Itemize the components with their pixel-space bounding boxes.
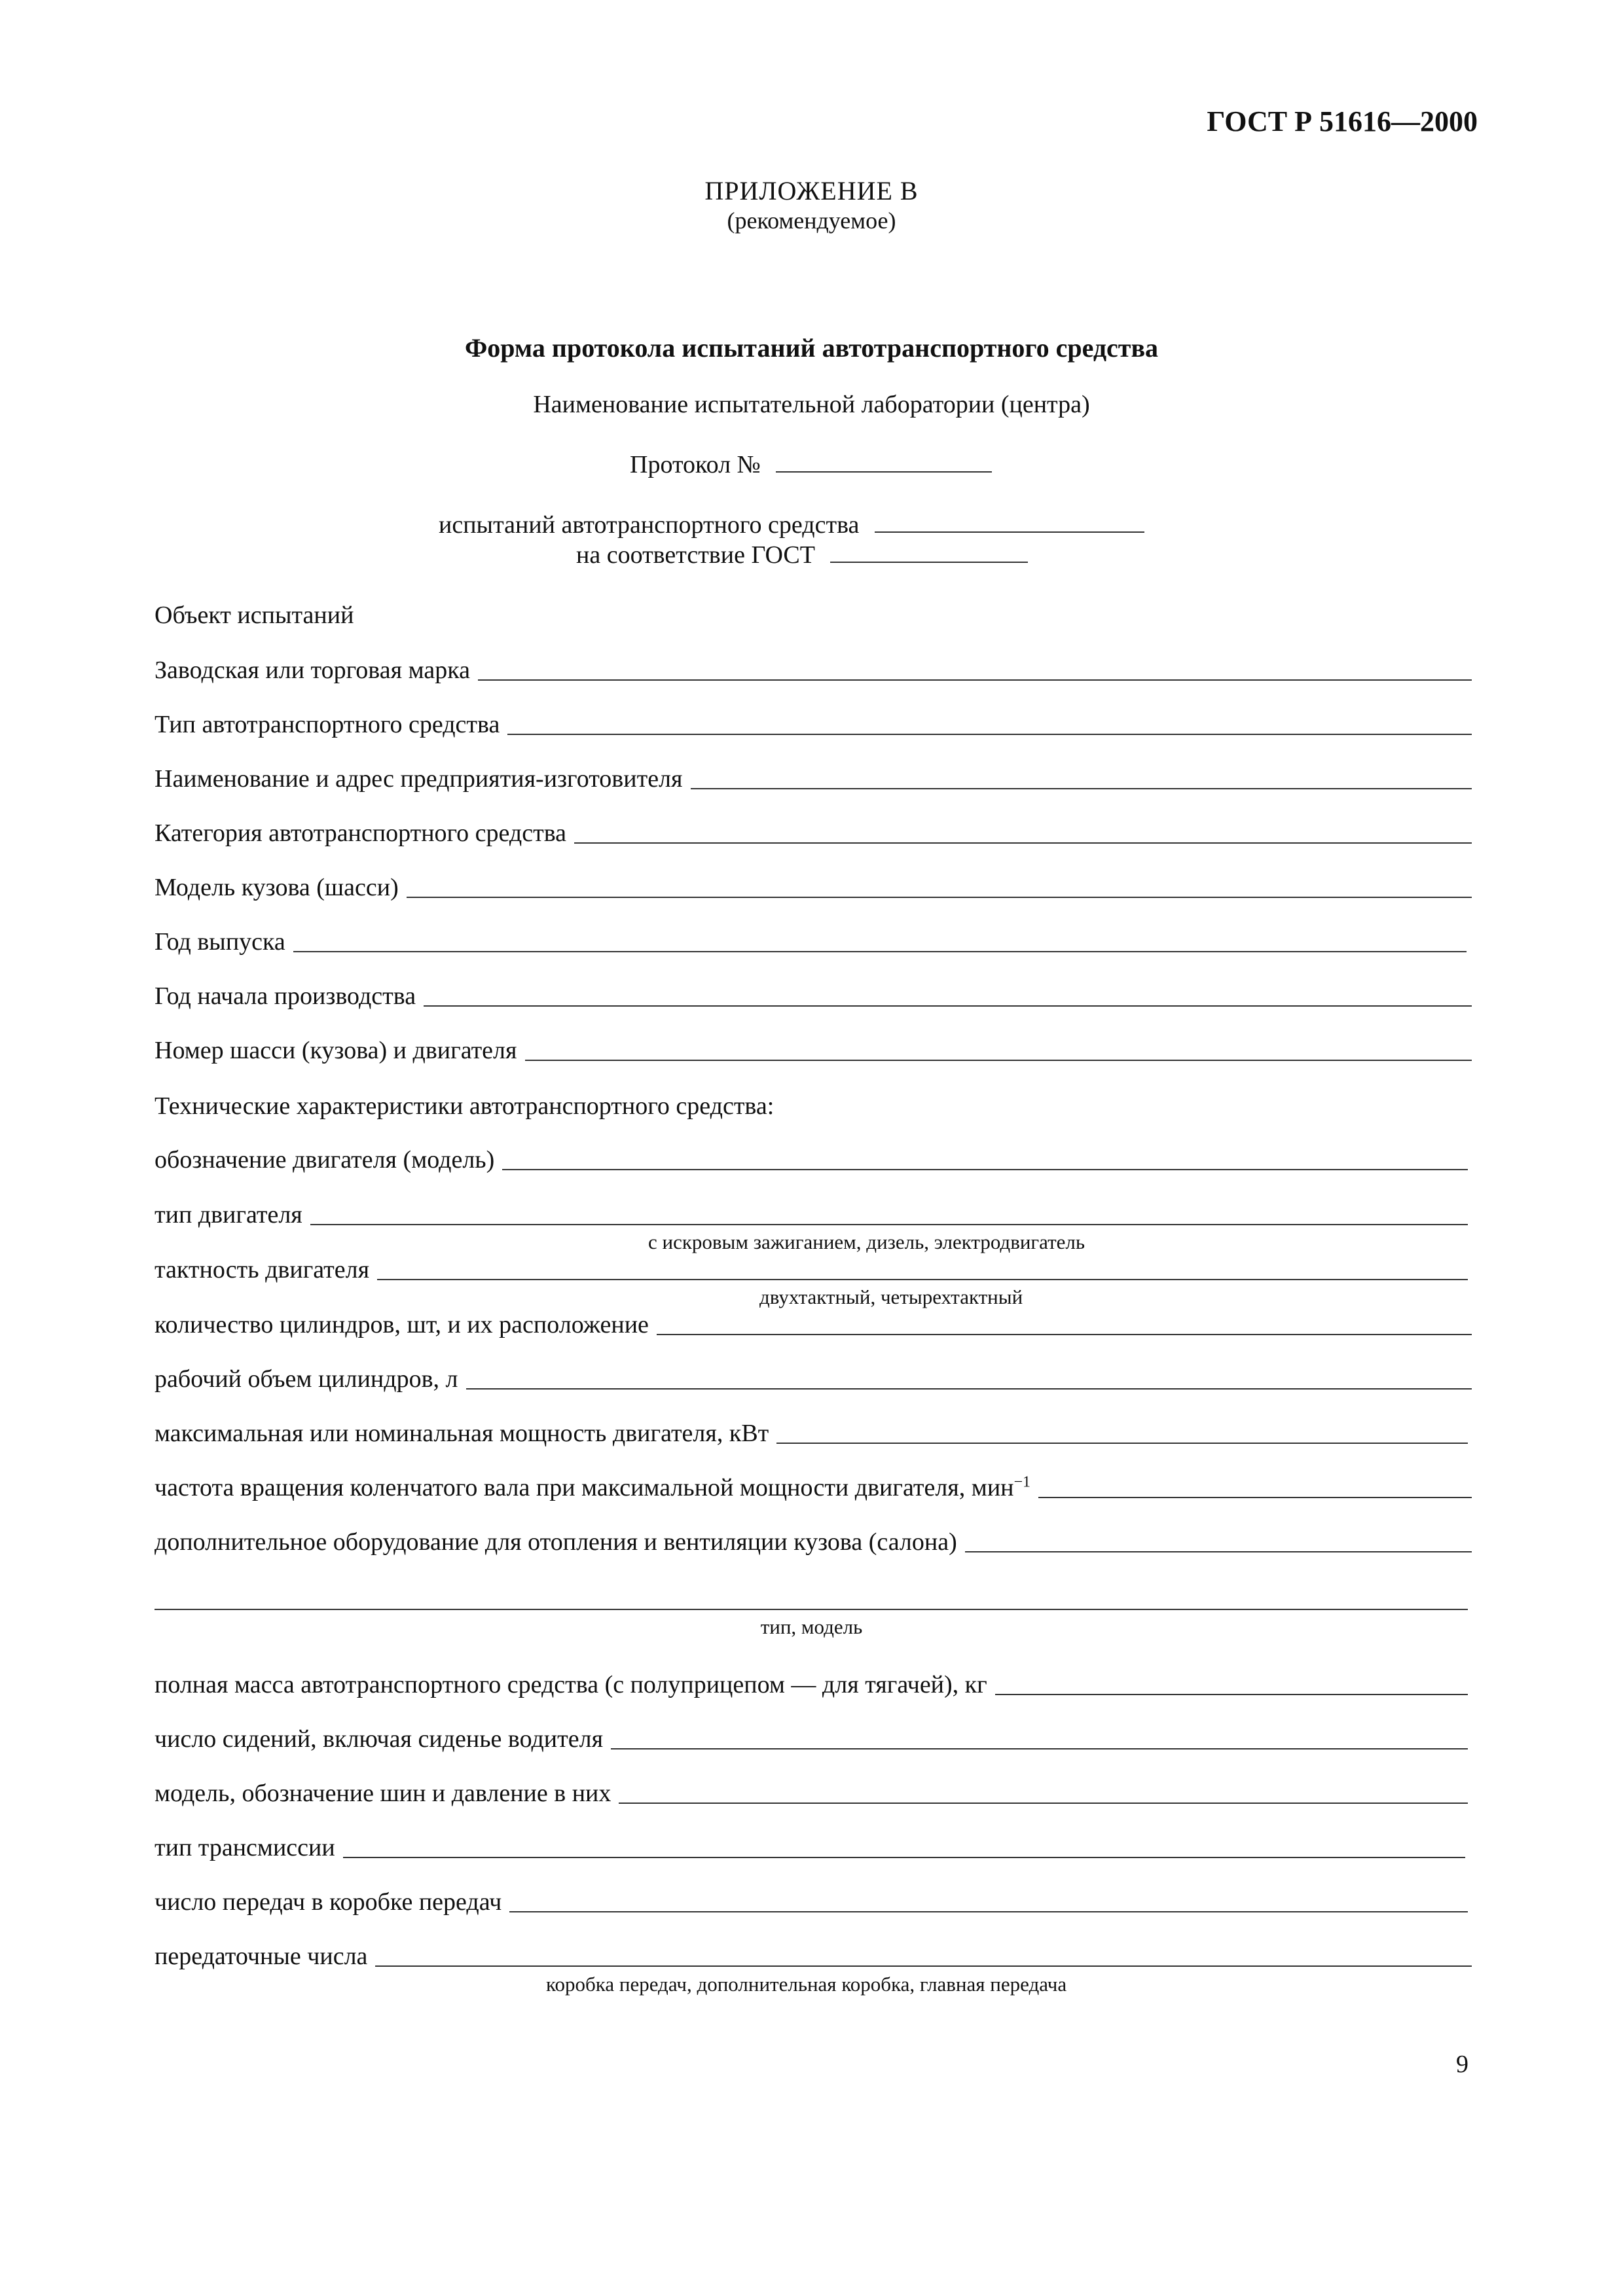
field-input[interactable] xyxy=(995,1693,1468,1695)
field-input[interactable] xyxy=(375,1964,1472,1967)
field-label: Год выпуска xyxy=(155,928,285,956)
protocol-label: Протокол № xyxy=(630,451,761,478)
field-label: Категория автотранспортного средства xyxy=(155,819,567,847)
field-label: рабочий объем цилиндров, л xyxy=(155,1365,458,1393)
field-label: дополнительное оборудование для отопления и вентиляции кузова (салона) xyxy=(155,1528,957,1556)
form-title: Форма протокола испытаний автотранспортного средства xyxy=(464,333,1159,363)
field-row[interactable] xyxy=(155,655,1472,686)
tech-field-row[interactable] xyxy=(155,1363,1472,1395)
field-label: Номер шасси (кузова) и двигателя xyxy=(155,1037,517,1064)
field-row[interactable] xyxy=(155,980,1472,1012)
field-input[interactable] xyxy=(611,1747,1468,1749)
field-input[interactable] xyxy=(507,732,1472,735)
tech-field-row[interactable] xyxy=(155,1199,1468,1230)
field-label: тип двигателя xyxy=(155,1201,302,1229)
field-input[interactable] xyxy=(478,678,1472,681)
field-input[interactable] xyxy=(377,1278,1468,1280)
field-input[interactable] xyxy=(525,1058,1472,1061)
tech-field-row[interactable] xyxy=(155,1526,1472,1558)
field-row[interactable] xyxy=(155,872,1472,903)
field-input[interactable] xyxy=(310,1223,1468,1225)
appendix-title: ПРИЛОЖЕНИЕ В xyxy=(704,176,919,206)
gost-field[interactable] xyxy=(830,542,1028,563)
field-label: модель, обозначение шин и давление в них xyxy=(155,1780,611,1807)
field-row[interactable] xyxy=(155,926,1467,958)
test-vehicle-row xyxy=(439,511,1144,539)
tech-field-row[interactable] xyxy=(155,1418,1468,1449)
field-row[interactable] xyxy=(155,709,1472,740)
tech-field-row[interactable] xyxy=(155,1778,1468,1809)
heating-equipment-continuation-field[interactable] xyxy=(155,1607,1468,1610)
tech-field-row[interactable] xyxy=(155,1472,1472,1503)
field-input[interactable] xyxy=(407,895,1472,898)
field-label: Наименование и адрес предприятия-изготовителя xyxy=(155,765,683,793)
field-input[interactable] xyxy=(574,841,1472,844)
field-label: количество цилиндров, шт, и их расположение xyxy=(155,1311,649,1338)
field-input[interactable] xyxy=(619,1801,1468,1804)
tech-field-row[interactable] xyxy=(155,1254,1468,1285)
field-input[interactable] xyxy=(509,1910,1468,1912)
field-label: Заводская или торговая марка xyxy=(155,656,470,684)
lab-name: Наименование испытательной лаборатории (центра) xyxy=(533,391,1090,418)
protocol-number-row xyxy=(630,450,992,479)
tech-field-row[interactable] xyxy=(155,1144,1468,1175)
field-input[interactable] xyxy=(691,787,1472,789)
field-label: передаточные числа xyxy=(155,1943,368,1970)
conformity-label: на соответствие ГОСТ xyxy=(576,541,815,569)
tech-field-row[interactable] xyxy=(155,1941,1472,1972)
field-label: полная масса автотранспортного средства (с полуприцепом — для тягачей), кг xyxy=(155,1671,987,1698)
field-input[interactable] xyxy=(657,1333,1472,1335)
field-row[interactable] xyxy=(155,1035,1472,1066)
test-vehicle-label: испытаний автотранспортного средства xyxy=(439,511,860,539)
tech-field-row[interactable] xyxy=(155,1723,1468,1755)
field-input[interactable] xyxy=(1038,1496,1472,1498)
field-input[interactable] xyxy=(424,1004,1472,1007)
field-label: Тип автотранспортного средства xyxy=(155,711,500,738)
page-number: 9 xyxy=(1456,2051,1468,2078)
object-label: Объект испытаний xyxy=(155,601,354,629)
gear-ratios-hint: коробка передач, дополнительная коробка, главная передача xyxy=(546,1973,1067,1996)
tech-field-row[interactable] xyxy=(155,1309,1472,1340)
protocol-number-field[interactable] xyxy=(776,452,992,473)
rpm-unit-exponent: −1 xyxy=(1013,1473,1031,1491)
field-label: Год начала производства xyxy=(155,982,416,1010)
test-vehicle-field[interactable] xyxy=(875,512,1144,533)
field-label: обозначение двигателя (модель) xyxy=(155,1146,495,1174)
field-row[interactable] xyxy=(155,817,1472,849)
field-input[interactable] xyxy=(502,1168,1468,1170)
field-label: число передач в коробке передач xyxy=(155,1888,502,1916)
field-row[interactable] xyxy=(155,763,1472,795)
field-input[interactable] xyxy=(293,950,1467,952)
field-label: число сидений, включая сиденье водителя xyxy=(155,1725,604,1753)
field-label: тип трансмиссии xyxy=(155,1834,335,1861)
conformity-row xyxy=(576,541,1028,569)
stroke-hint: двухтактный, четырехтактный xyxy=(759,1285,1023,1308)
field-label xyxy=(155,1472,1038,1503)
tech-heading: Технические характеристики автотранспортного средства: xyxy=(155,1092,775,1120)
tech-field-row[interactable] xyxy=(155,1669,1468,1700)
field-label: Модель кузова (шасси) xyxy=(155,874,399,901)
rpm-label-text: частота вращения коленчатого вала при максимальной мощности двигателя, мин xyxy=(155,1474,1014,1501)
tech-field-row[interactable] xyxy=(155,1886,1468,1918)
tech-field-row[interactable] xyxy=(155,1832,1465,1863)
engine-type-hint: с искровым зажиганием, дизель, электродвигатель xyxy=(648,1230,1085,1253)
field-input[interactable] xyxy=(965,1550,1472,1552)
field-input[interactable] xyxy=(466,1387,1472,1390)
appendix-subtitle: (рекомендуемое) xyxy=(727,207,896,234)
field-input[interactable] xyxy=(343,1856,1465,1858)
standard-code: ГОСТ Р 51616—2000 xyxy=(1207,105,1478,137)
field-input[interactable] xyxy=(776,1441,1468,1444)
field-label: максимальная или номинальная мощность двигателя, кВт xyxy=(155,1420,769,1447)
field-label: тактность двигателя xyxy=(155,1256,370,1283)
type-model-hint: тип, модель xyxy=(760,1615,863,1638)
